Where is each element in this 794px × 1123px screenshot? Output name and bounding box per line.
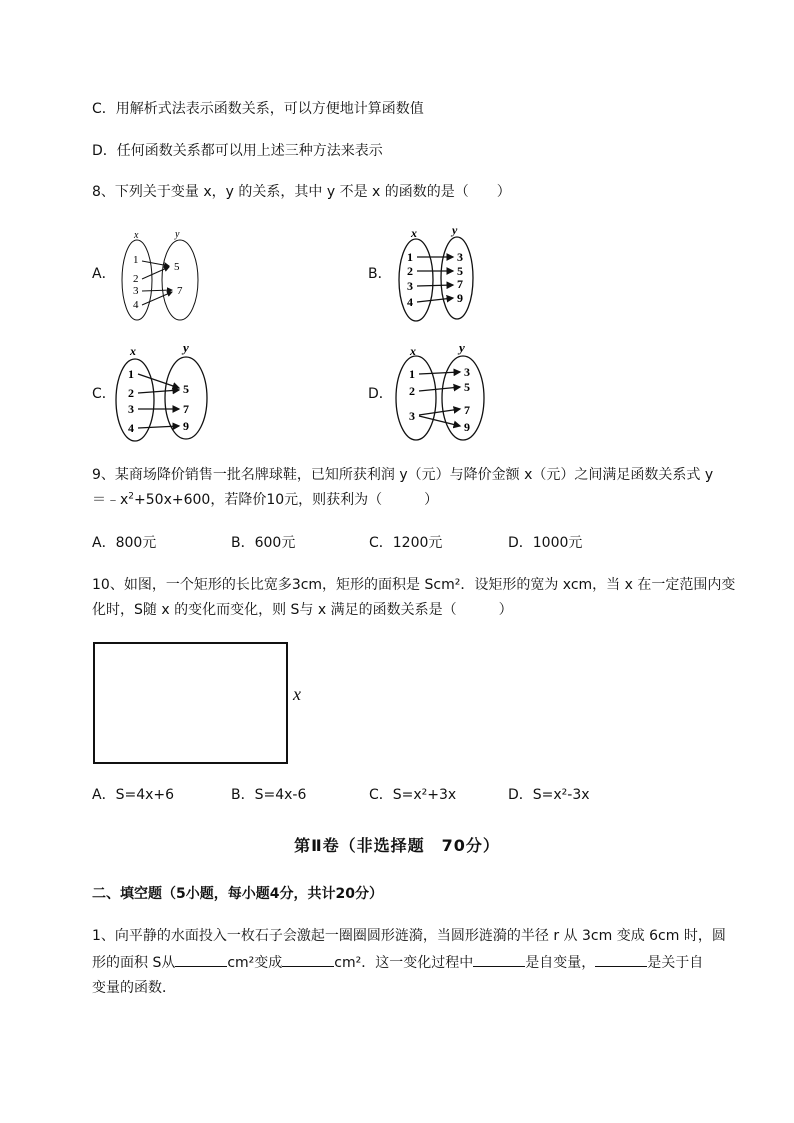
q8d-left-1: 1 [409, 367, 415, 381]
q8a-y: y [175, 229, 180, 240]
fill-1-blank-1[interactable] [175, 952, 227, 967]
fill-1-blank-3[interactable] [473, 952, 525, 967]
question-9-line-2 [92, 490, 438, 510]
q8a-left-1: 1 [133, 254, 139, 266]
fill-1-line-1: 1、向平静的水面投入一枚石子会激起一圈圈圆形涟漪，当圆形涟漪的半径 r 从 3cm 变成 6cm 时，圆 [92, 928, 726, 944]
fill-1-blank-2[interactable] [282, 952, 334, 967]
section-2-title: 二、填空题（5小题，每小题4分，共计20分） [92, 886, 383, 902]
q8b-left-2: 2 [407, 264, 413, 278]
q9-option-b: B．600元 [231, 535, 296, 551]
fill-1-text-a: 形的面积 S从 [92, 955, 176, 971]
q8c-left-2: 2 [128, 386, 134, 400]
question-8-text: 8、下列关于变量 x，y 的关系，其中 y 不是 x 的函数的是（ ） [92, 184, 511, 200]
fill-1-text-b: cm²变成 [227, 955, 283, 971]
q8c-x: x [130, 344, 136, 358]
q9-option-c: C．1200元 [369, 535, 443, 551]
q8-option-c-label: C． [92, 386, 116, 402]
fill-1-text-c: cm²．这一变化过程中 [334, 955, 474, 971]
fill-1-text-d: 是自变量， [525, 955, 596, 971]
q8d-right-9: 9 [464, 420, 470, 434]
q8b-right-9: 9 [457, 291, 463, 305]
q8-option-a-diagram [115, 226, 205, 328]
q8-option-b-label: B． [368, 266, 392, 282]
fill-1-line-2 [92, 952, 703, 973]
q8b-right-3: 3 [457, 250, 463, 264]
q8b-right-7: 7 [457, 277, 463, 291]
fill-1-blank-4[interactable] [595, 952, 647, 967]
q8b-y: y [452, 224, 458, 237]
q9-option-d: D．1000元 [508, 535, 583, 551]
q8d-left-3: 3 [409, 409, 415, 423]
q8c-left-3: 3 [128, 402, 134, 416]
option-d-text: D．任何函数关系都可以用上述三种方法来表示 [92, 143, 383, 159]
q10-rectangle-label: x [293, 684, 301, 704]
fill-1-line-3: 变量的函数． [92, 980, 176, 996]
q9-eq-sup: 2 [128, 491, 135, 502]
q8d-right-3: 3 [464, 365, 470, 379]
q8a-right-7: 7 [177, 285, 183, 297]
q8b-left-3: 3 [407, 279, 413, 293]
q9-option-a: A．800元 [92, 535, 157, 551]
q8d-right-7: 7 [464, 403, 470, 417]
q8d-left-2: 2 [409, 384, 415, 398]
q8a-left-4: 4 [133, 299, 139, 311]
q8-option-d-diagram [392, 342, 492, 448]
q8c-right-9: 9 [183, 419, 189, 433]
q8d-y: y [459, 342, 465, 355]
q8-option-a-label: A． [92, 266, 116, 282]
q8b-left-1: 1 [407, 250, 413, 264]
q8c-right-5: 5 [183, 382, 189, 396]
q8b-left-4: 4 [407, 295, 413, 309]
q10-option-d: D．S=x²-3x [508, 787, 590, 803]
q8c-right-7: 7 [183, 402, 189, 416]
q8d-x: x [410, 344, 416, 358]
q8a-left-2: 2 [133, 273, 139, 285]
q8c-y: y [183, 342, 189, 355]
fill-1-text-e: 是关于自 [647, 955, 704, 971]
q9-eq-pre: ＝﹣x [92, 492, 129, 508]
q8c-left-1: 1 [128, 367, 134, 381]
q8b-x: x [411, 226, 417, 240]
q8-option-c-diagram [113, 342, 213, 448]
option-c-text: C．用解析式法表示函数关系，可以方便地计算函数值 [92, 101, 424, 117]
part-2-title: 第Ⅱ卷（非选择题 70分） [294, 836, 500, 855]
q8c-left-4: 4 [128, 421, 134, 435]
q10-option-c: C．S=x²+3x [369, 787, 457, 803]
question-10-line-1: 10、如图，一个矩形的长比宽多3cm，矩形的面积是 Scm²．设矩形的宽为 xcm，当 x 在一定范围内变 [92, 577, 736, 593]
q8b-right-5: 5 [457, 264, 463, 278]
q10-rectangle-figure [93, 642, 288, 764]
q8-option-b-diagram [394, 224, 484, 328]
question-9-line-1: 9、某商场降价销售一批名牌球鞋，已知所获利润 y（元）与降价金额 x（元）之间满足函数关系式 y [92, 467, 714, 483]
q8-option-d-label: D． [368, 386, 393, 402]
q10-option-b: B．S=4x-6 [231, 787, 307, 803]
q8a-left-3: 3 [133, 285, 139, 297]
q8a-right-5: 5 [174, 261, 180, 273]
q10-option-a: A．S=4x+6 [92, 787, 175, 803]
q8d-right-5: 5 [464, 380, 470, 394]
question-10-line-2: 化时，S随 x 的变化而变化，则 S与 x 满足的函数关系是（ ） [92, 602, 513, 618]
q8a-x: x [134, 230, 139, 241]
q9-eq-post: +50x+600，若降价10元，则获利为（ ） [134, 492, 439, 508]
